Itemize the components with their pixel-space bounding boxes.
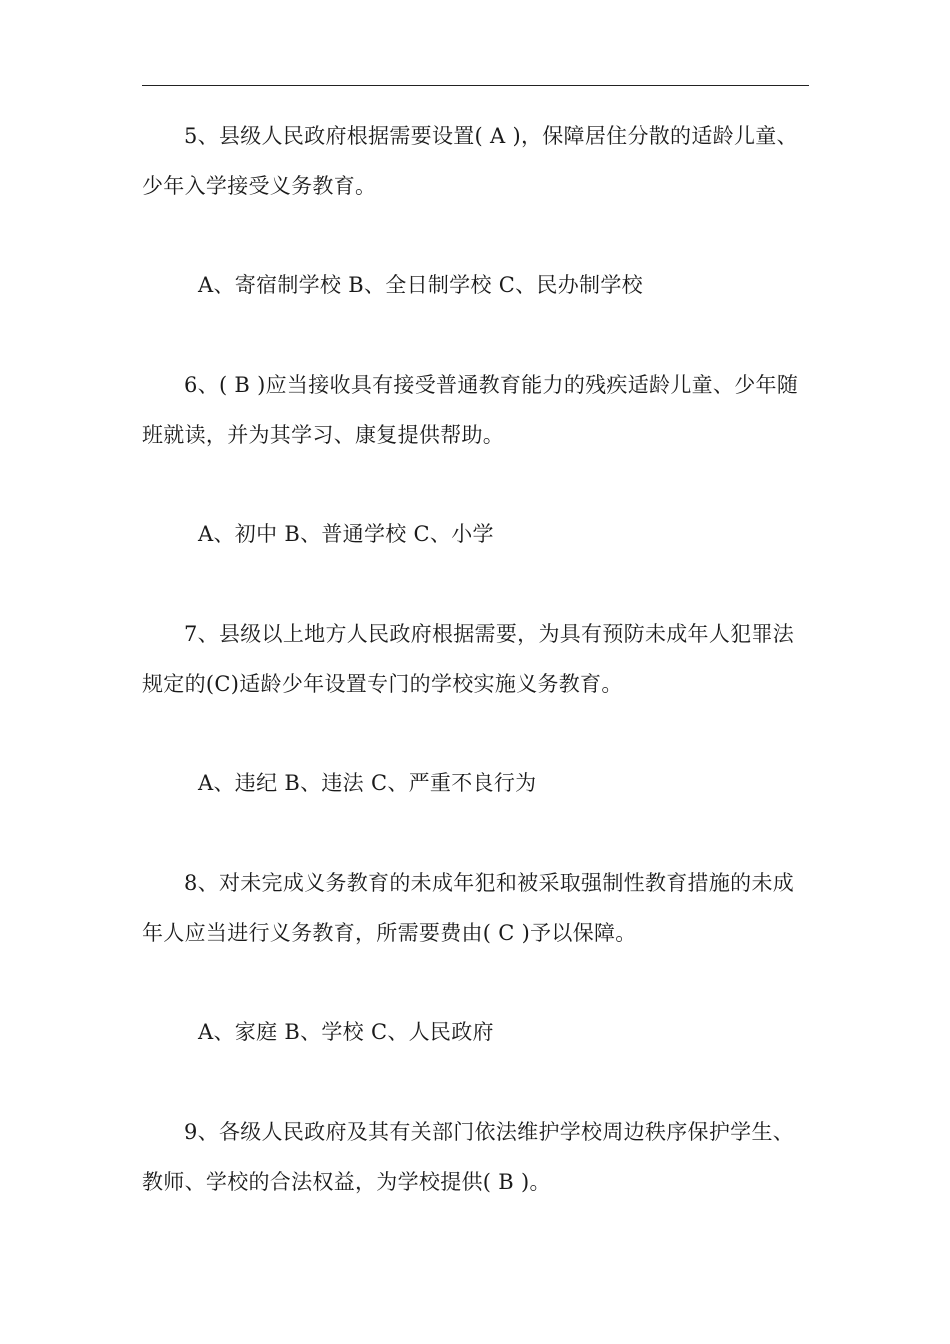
question-5-options: A、寄宿制学校 B、全日制学校 C、民办制学校 <box>198 273 643 297</box>
question-6-text: 6、( B )应当接收具有接受普通教育能力的残疾适龄儿童、少年随班就读，并为其学习、康复提供帮助。 <box>142 373 799 447</box>
question-7-options: A、违纪 B、违法 C、严重不良行为 <box>198 771 537 795</box>
question-8-text: 8、对未完成义务教育的未成年犯和被采取强制性教育措施的未成年人应当进行义务教育，所需要费由( C )予以保障。 <box>142 871 795 945</box>
question-8-options: A、家庭 B、学校 C、人民政府 <box>198 1020 494 1044</box>
header-divider <box>142 85 809 86</box>
question-5-text: 5、县级人民政府根据需要设置( A )，保障居住分散的适龄儿童、少年入学接受义务教育。 <box>142 124 798 198</box>
question-7-text: 7、县级以上地方人民政府根据需要，为具有预防未成年人犯罪法规定的(C)适龄少年设置专门的学校实施义务教育。 <box>142 622 795 696</box>
question-9-text: 9、各级人民政府及其有关部门依法维护学校周边秩序保护学生、教师、学校的合法权益，为学校提供( B )。 <box>142 1120 795 1194</box>
question-6-options: A、初中 B、普通学校 C、小学 <box>198 522 494 546</box>
